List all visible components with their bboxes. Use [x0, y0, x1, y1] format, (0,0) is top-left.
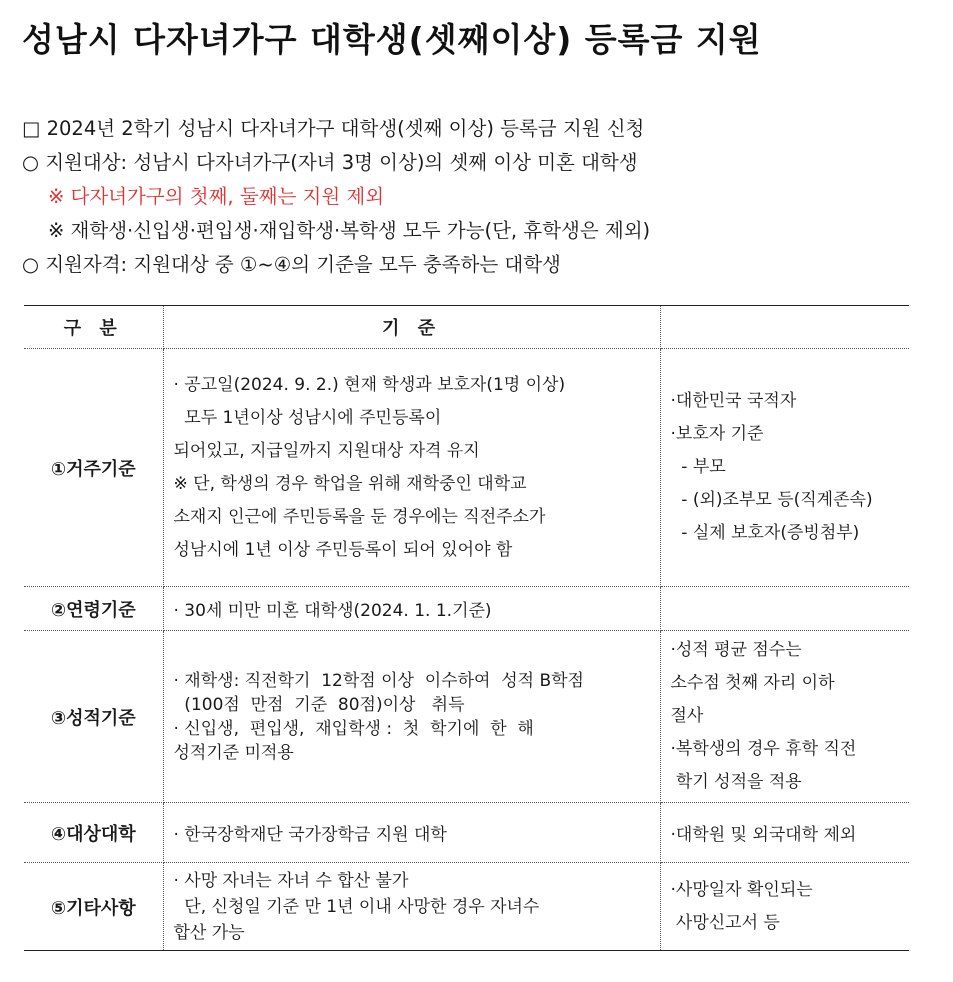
criteria-line: (100점 만점 기준 80점)이상 취득 — [173, 694, 465, 715]
page-title: 성남시 다자녀가구 대학생(셋째이상) 등록금 지원 — [22, 20, 762, 59]
note-line: ·복학생의 경우 휴학 직전 — [670, 739, 857, 759]
criteria-line: 성적기준 미적용 — [173, 742, 294, 763]
note-line: 소수점 첫째 자리 이하 — [670, 673, 835, 693]
row-category-grades: ③성적기준 — [24, 631, 163, 803]
criteria-line: 소재지 인근에 주민등록을 둔 경우에는 직전주소가 — [173, 506, 546, 527]
note-line: 사망신고서 등 — [670, 912, 780, 933]
header-notes — [660, 306, 909, 349]
criteria-line: · 신입생, 편입생, 재입학생 : 첫 학기에 한 해 — [173, 718, 534, 739]
criteria-line: 성남시에 1년 이상 주민등록이 되어 있어야 함 — [173, 539, 513, 560]
note-line: ·사망일자 확인되는 — [670, 879, 813, 900]
table-row — [24, 863, 909, 951]
table-row — [24, 631, 909, 803]
row-notes-other — [660, 863, 909, 951]
row-criteria-other — [163, 863, 660, 951]
note-line: 학기 성적을 적용 — [670, 772, 802, 792]
row-notes-age — [660, 587, 909, 631]
row-category-residence: ①거주기준 — [24, 349, 163, 587]
criteria-line: · 30세 미만 미혼 대학생(2024. 1. 1.기준) — [173, 601, 492, 621]
criteria-table — [24, 305, 909, 951]
note-line: 절사 — [670, 706, 704, 726]
note-line: ·성적 평균 점수는 — [670, 640, 802, 660]
note-line: - (외)조부모 등(직계존속) — [670, 490, 873, 510]
criteria-line: 단, 신청일 기준 만 1년 이내 사망한 경우 자녀수 — [173, 896, 540, 917]
criteria-line: · 재학생: 직전학기 12학점 이상 이수하여 성적 B학점 — [173, 670, 584, 691]
intro-exclusion-note: ※ 다자녀가구의 첫째, 둘째는 지원 제외 — [48, 185, 385, 208]
row-notes-university — [660, 803, 909, 863]
note-line: - 실제 보호자(증빙첨부) — [670, 523, 860, 543]
criteria-line: · 한국장학재단 국가장학금 지원 대학 — [173, 825, 447, 845]
header-criteria: 기 준 — [163, 306, 660, 349]
row-notes-residence — [660, 349, 909, 587]
intro-target-line: ○ 지원대상: 성남시 다자녀가구(자녀 3명 이상)의 셋째 이상 미혼 대학생 — [22, 151, 638, 174]
row-criteria-grades — [163, 631, 660, 803]
table-row — [24, 803, 909, 863]
table-row — [24, 587, 909, 631]
intro-qualification-line: ○ 지원자격: 지원대상 중 ①~④의 기준을 모두 충족하는 대학생 — [22, 253, 561, 276]
criteria-line: ※ 단, 학생의 경우 학업을 위해 재학중인 대학교 — [173, 473, 527, 494]
criteria-line: 합산 가능 — [173, 922, 245, 943]
note-line: ·보호자 기준 — [670, 424, 764, 444]
row-criteria-university — [163, 803, 660, 863]
table-row — [24, 349, 909, 587]
row-notes-grades — [660, 631, 909, 803]
table-header-row — [24, 306, 909, 349]
note-line: ·대학원 및 외국대학 제외 — [670, 825, 857, 845]
note-line: - 부모 — [670, 457, 726, 477]
row-category-university: ④대상대학 — [24, 803, 163, 863]
row-criteria-residence — [163, 349, 660, 587]
intro-application-line: □ 2024년 2학기 성남시 다자녀가구 대학생(셋째 이상) 등록금 지원 신청 — [22, 117, 645, 140]
header-category: 구 분 — [24, 306, 163, 349]
criteria-line: · 사망 자녀는 자녀 수 합산 불가 — [173, 870, 409, 891]
row-category-age: ②연령기준 — [24, 587, 163, 631]
criteria-line: · 공고일(2024. 9. 2.) 현재 학생과 보호자(1명 이상) — [173, 374, 566, 395]
note-line: ·대한민국 국적자 — [670, 391, 797, 411]
intro-eligible-students-note: ※ 재학생·신입생·편입생·재입학생·복학생 모두 가능(단, 휴학생은 제외) — [48, 219, 651, 242]
criteria-line: 되어있고, 지급일까지 지원대상 자격 유지 — [173, 440, 480, 461]
row-category-other: ⑤기타사항 — [24, 863, 163, 951]
intro-section — [22, 112, 650, 282]
criteria-line: 모두 1년이상 성남시에 주민등록이 — [173, 407, 442, 428]
row-criteria-age — [163, 587, 660, 631]
